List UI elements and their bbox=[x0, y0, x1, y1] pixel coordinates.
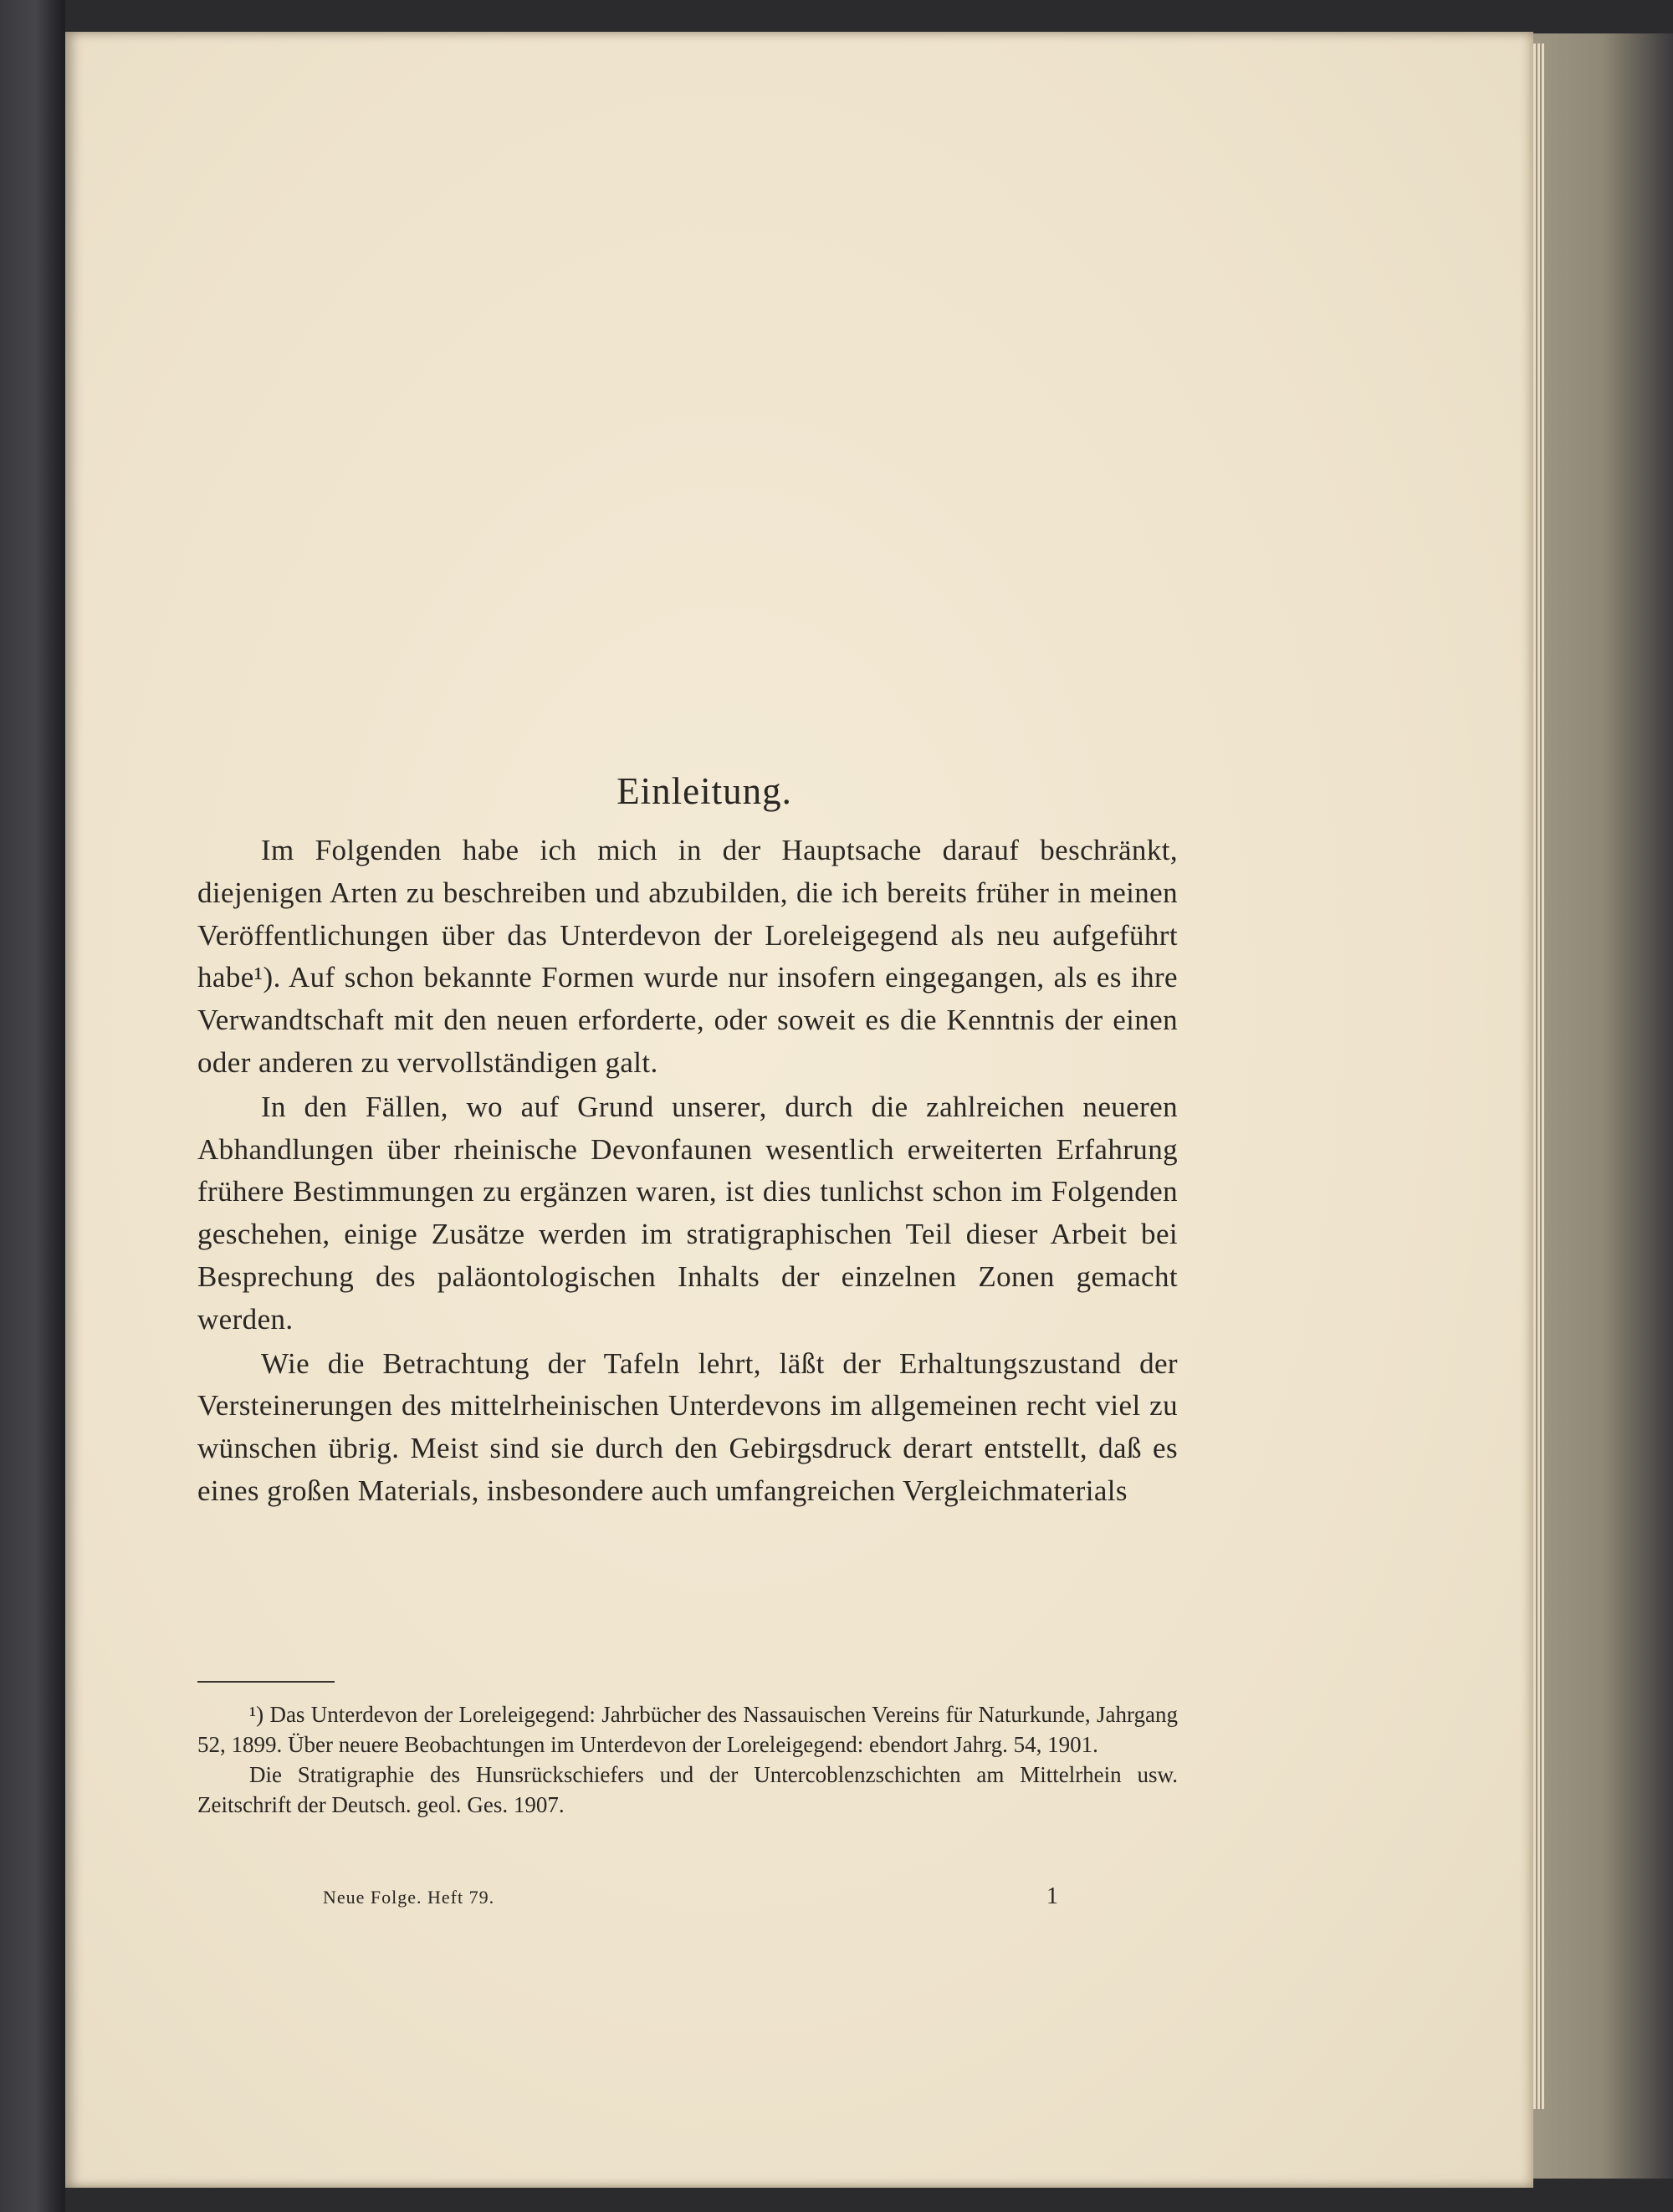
scanner-left-edge bbox=[0, 0, 65, 2212]
main-text-block bbox=[197, 769, 1178, 1515]
paragraph-3: Wie die Betrachtung der Tafeln lehrt, läßt der Erhaltungszustand der Versteinerungen des mittelrheinischen Unterdevons im allgemeinen recht viel zu wünschen übrig. Meist sind sie durch den Gebirgsdruck derart entstellt, daß es eines großen Materials, insbesondere auch umfangreichen Vergleichmaterials bbox=[197, 1346, 1178, 1507]
page-footer bbox=[197, 1883, 1178, 1917]
footnote-2: Die Stratigraphie des Hunsrückschiefers und der Untercoblenzschichten am Mittelrhein usw. Zeitschrift der Deutsch. geol. Ges. 1907. bbox=[197, 1762, 1178, 1817]
sheet-number: 1 bbox=[1046, 1883, 1058, 1909]
footnote-1: ¹) Das Unterdevon der Loreleigegend: Jahrbücher des Nassauischen Vereins für Naturkunde, Jahrgang 52, 1899. Über neuere Beobachtungen im Unterdevon der Loreleigegend: ebendort Jahrg. 54, 1901. bbox=[197, 1702, 1178, 1757]
paragraph-1: Im Folgenden habe ich mich in der Hauptsache darauf beschränkt, diejenigen Arten zu beschreiben und abzubilden, die ich bereits früher in meinen Veröffentlichungen über das Unterdevon der Loreleigegend als neu aufgeführt habe¹). Auf schon bekannte Formen wurde nur insofern eingegangen, als es ihre Verwandtschaft mit den neuen erforderte, oder soweit es die Kenntnis der einen oder anderen zu vervollständigen galt. bbox=[197, 834, 1178, 1079]
paragraph-2: In den Fällen, wo auf Grund unserer, durch die zahlreichen neueren Abhandlungen über rheinische Devonfaunen wesentlich erweiterten Erfahrung frühere Bestimmungen zu ergänzen waren, ist dies tunlichst schon im Folgenden geschehen, einige Zusätze werden im stratigraphischen Teil dieser Arbeit bei Besprechung des paläontologischen Inhalts der einzelnen Zonen gemacht werden. bbox=[197, 1090, 1178, 1336]
footnotes bbox=[197, 1699, 1178, 1820]
series-signature: Neue Folge. Heft 79. bbox=[323, 1887, 495, 1908]
chapter-heading: Einleitung. bbox=[617, 770, 792, 812]
footnote-divider bbox=[197, 1681, 335, 1683]
